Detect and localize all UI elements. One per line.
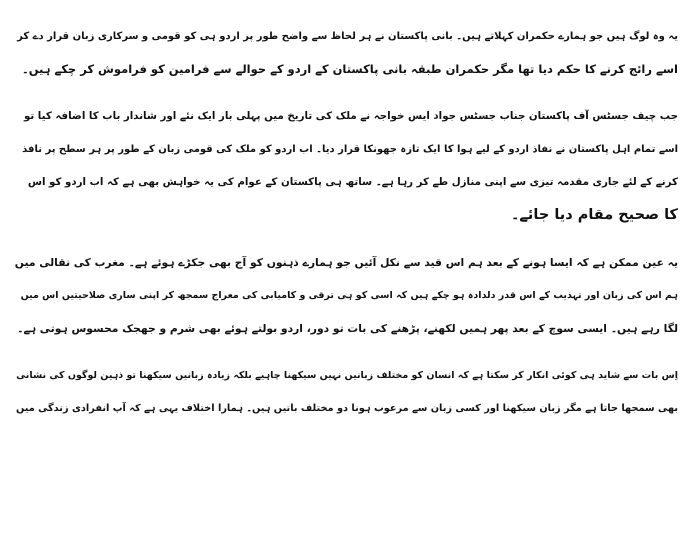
text-line: کرنے کے لئے جاری مقدمہ تیزی سے اپنی منازل طے کر رہا ہے۔ ساتھ ہی پاکستان کے عوام کی یہ خواہش بھی ہے کہ اب اردو کو اس — [27, 176, 678, 188]
text-line: یہ عین ممکن ہے کہ ایسا ہونے کے بعد ہم اس قید سے نکل آئیں جو ہمارے ذہنوں کو آج بھی جکڑے ہوئے ہے۔ مغرب کی نقالی میں — [14, 256, 678, 269]
paragraph-1 — [14, 20, 678, 86]
text-line: کا صحیح مقام دیا جائے۔ — [510, 207, 678, 223]
text-line: اسے تمام اہل پاکستان نے نفاذ اردو کے لیے ہوا کا ایک تازہ جھونکا قرار دیا۔ اب اردو کو ملک کی قومی زبان کے طور پر ہر سطح پر نافذ — [22, 144, 678, 155]
paragraph-2 — [14, 100, 678, 232]
text-line: یہ وہ لوگ ہیں جو ہمارے حکمران کہلاتے ہیں۔ بانی پاکستان نے ہر لحاظ سے واضح طور پر اردو ہی کو قومی و سرکاری زبان قرار دے کر — [17, 31, 678, 42]
text-line: جب چیف جسٹس آف پاکستان جناب جسٹس جواد ایس خواجہ نے ملک کی تاریخ میں پہلی بار ایک نئے اور شاندار باب کا اضافہ کیا تو — [23, 110, 678, 122]
text-line: اِس بات سے شاید ہی کوئی انکار کر سکتا ہے کہ انسان کو مختلف زبانیں نہیں سیکھنا چاہیے بلکہ زیادہ زبانیں سیکھنا تو ذہین لوگوں کی نشانی — [16, 370, 678, 381]
paragraph-3 — [14, 246, 678, 345]
paragraph-4 — [14, 359, 678, 425]
text-line: ہم اس کی زبان اور تہذیب کے اس قدر دلدادہ ہو چکے ہیں کہ اسی کو ہی ترقی و کامیابی کی معراج سمجھ کر اپنی ساری صلاحیتیں اس میں — [20, 290, 678, 301]
text-line: اسے رائج کرنے کا حکم دیا تھا مگر حکمران طبقہ بانی پاکستان کے اردو کے حوالے سے فرامین کو فراموش کر چکے ہیں۔ — [21, 62, 678, 76]
text-line: لگا رہے ہیں۔ ایسی سوچ کے بعد پھر ہمیں لکھنے، پڑھنے کی بات تو دور، اردو بولتے ہوئے بھی شرم و جھجک محسوس ہوتی ہے۔ — [17, 322, 678, 335]
text-line: بھی سمجھا جاتا ہے مگر زبان سیکھنا اور کسی زبان سے مرعوب ہونا دو مختلف باتیں ہیں۔ ہمارا اختلاف یہی ہے کہ آپ انفرادی زندگی میں — [15, 403, 678, 414]
